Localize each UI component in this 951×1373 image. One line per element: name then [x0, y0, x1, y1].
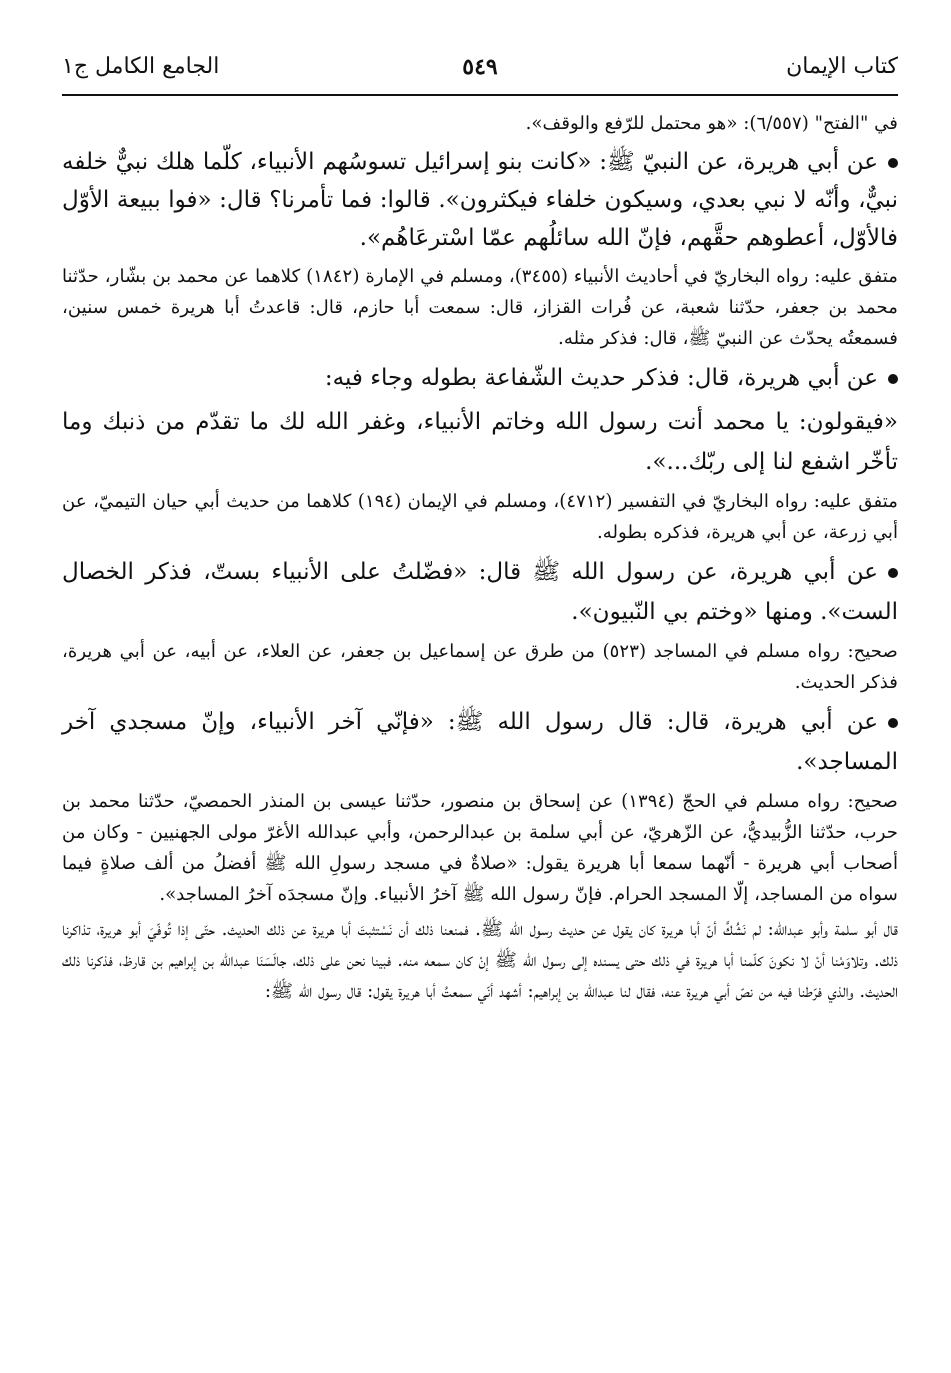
- paragraph-text: «فيقولون: يا محمد أنت رسول الله وخاتم الأنبياء، وغفر الله لك ما تقدّم من ذنبك وما تأخّر اشفع لنا إلى ربّك...».: [62, 409, 898, 475]
- paragraph-text: صحيح: رواه مسلم في الحجّ (١٣٩٤) عن إسحاق بن منصور، حدّثنا عيسى بن المنذر الحمصيّ، حدّثنا محمد بن حرب، حدّثنا الزُّبيديُّ، عن الزّهريّ، عن أبي سلمة بن عبدالرحمن، وأبي عبدالله الأغرّ مولى الجهنيين - وكان من أصحاب أبي هريرة - أنّهما سمعا أبا هريرة يقول: «صلاةٌ في مسجد رسولِ الله ﷺ أفضلُ من ألف صلاةٍ فيما سواه من المساجد، إلّا المسجد الحرام. فإنّ رسول الله ﷺ آخرُ الأنبياء. وإنّ مسجدَه آخرُ المساجد».: [62, 791, 898, 905]
- takhrij-note: [62, 261, 898, 354]
- paragraph-text: متفق عليه: رواه البخاريّ في أحاديث الأنبياء (٣٤٥٥)، ومسلم في الإمارة (١٨٤٢) كلاهما عن محمد بن بشّار، حدّثنا محمد بن جعفر، حدّثنا شعبة، عن فُرات القزاز، قال: سمعت أبا حازم، قال: قاعدتُ أبا هريرة خمس سنين، فسمعتُه يحدّث عن النبيّ ﷺ، قال: فذكر مثله.: [62, 266, 899, 349]
- paragraph-text: متفق عليه: رواه البخاريّ في التفسير (٤٧١٢)، ومسلم في الإيمان (١٩٤) كلاهما من حديث أبي حيان التيميّ، عن أبي زرعة، عن أبي هريرة، فذكره بطوله.: [62, 491, 898, 543]
- hadith-quote: [62, 402, 898, 482]
- fath-note: [62, 108, 898, 139]
- takhrij-note: [62, 486, 898, 548]
- bullet-icon: [888, 374, 898, 384]
- page-number: ٥٤٩: [462, 54, 498, 80]
- paragraph-text: عن أبي هريرة، قال: فذكر حديث الشّفاعة بطوله وجاء فيه:: [324, 365, 878, 391]
- paragraph-text: عن أبي هريرة، عن النبيّ ﷺ: «كانت بنو إسرائيل تسوسُهم الأنبياء، كلّما هلك نبيٌّ خلفه نبيٌّ، وأنّه لا نبي بعدي، وسيكون خلفاء فيكثرون». قالوا: فما تأمرنا؟ قال: «فوا ببيعة الأوّل فالأوّل، أعطوهم حقَّهم، فإنّ الله سائلُهم عمّا اسْترعَاهُم».: [62, 149, 898, 251]
- paragraph-text: قال أبو سلمة وأبو عبدالله: لم نَشُكَّ أنّ أبا هريرة كان يقول عن حديث رسول الله ﷺ. فمنعنا ذلك أن نَسْتثبتَ أبا هريرة عن ذلك الحديث. حتّى إذا تُوفّيَ أبو هريرة، تذاكرنا ذلك. وتلاوَمْنا أنْ لا نكونَ كلّمنا أبا هريرة في ذلك حتى يسنده إلى رسول الله ﷺ إنْ كان سمعه منه. فبينا نحن على ذلك، جالَسَنَا عبدالله بن إبراهيم بن قارظ، فذكرنا ذلك الحديث. والذي فرّطنا فيه من نصّ أبي هريرة عنه، فقال لنا عبدالله بن إبراهيم: أشهد أنّي سمعتُ أبا هريرة يقول: قال رسول الله ﷺ:: [62, 919, 898, 1002]
- commentary-note: [62, 914, 898, 1007]
- paragraph-text: عن أبي هريرة، عن رسول الله ﷺ قال: «فضّلتُ على الأنبياء بستّ، فذكر الخصال الست». ومنها «وختم بي النّبيون».: [62, 559, 898, 625]
- paragraph-text: عن أبي هريرة، قال: قال رسول الله ﷺ: «فإنّي آخر الأنبياء، وإنّ مسجدي آخر المساجد».: [62, 709, 898, 775]
- paragraph-text: صحيح: رواه مسلم في المساجد (٥٢٣) من طرق عن إسماعيل بن جعفر، عن العلاء، عن أبيه، عن أبي هريرة، فذكر الحديث.: [62, 641, 898, 693]
- hadith-paragraph: [62, 143, 898, 257]
- page-header: [62, 54, 898, 88]
- hadith-paragraph: [62, 552, 898, 632]
- hadith-paragraph: [62, 358, 898, 398]
- page-body: [62, 108, 898, 1007]
- paragraph-text: في "الفتح" (٦/٥٥٧): «هو محتمل للرّفع والوقف».: [525, 113, 898, 134]
- collection-title: الجامع الكامل ج١: [62, 54, 220, 79]
- takhrij-note: [62, 636, 898, 698]
- takhrij-note: [62, 786, 898, 910]
- bullet-icon: [888, 568, 898, 578]
- hadith-paragraph: [62, 702, 898, 782]
- bullet-icon: [888, 158, 898, 168]
- bullet-icon: [888, 718, 898, 728]
- book-page: [62, 54, 898, 1011]
- book-title: كتاب الإيمان: [786, 54, 898, 79]
- header-rule: [62, 94, 898, 96]
